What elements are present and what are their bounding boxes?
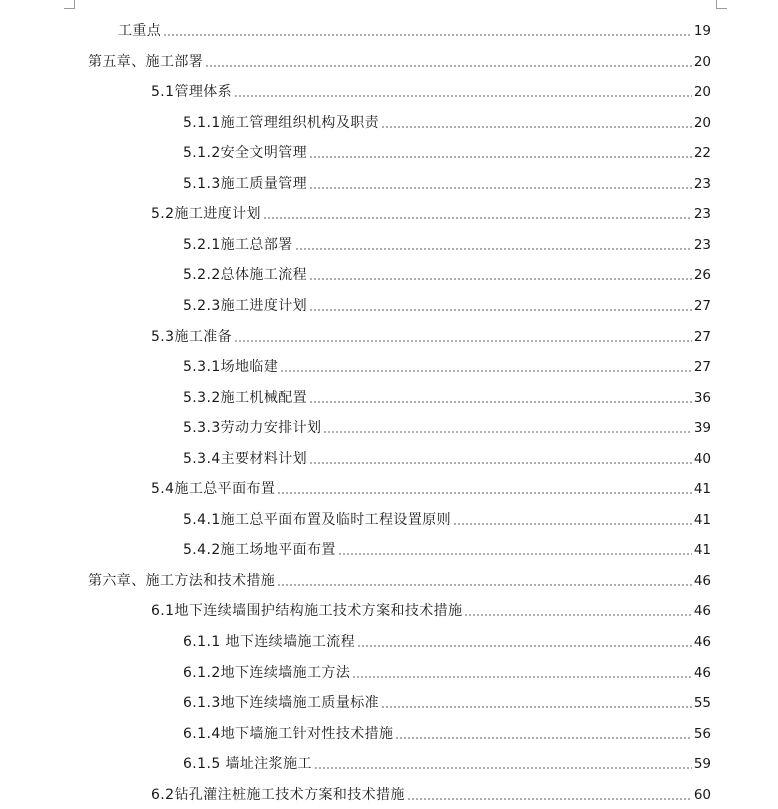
toc-entry[interactable] xyxy=(183,352,711,376)
dot-leader xyxy=(295,248,692,250)
toc-entry[interactable] xyxy=(118,16,711,40)
toc-entry[interactable] xyxy=(183,444,711,468)
toc-entry-page-number: 23 xyxy=(693,237,711,253)
toc-entry-title: 6.1.5 墙址注浆施工 xyxy=(183,756,312,772)
toc-entry-title: 6.1.3地下连续墙施工质量标准 xyxy=(183,695,380,711)
toc-entry-page-number: 41 xyxy=(693,512,711,528)
page-corner-mark-right xyxy=(716,0,727,9)
toc-entry-page-number: 55 xyxy=(693,695,711,711)
toc-entry-title: 5.4施工总平面布置 xyxy=(151,481,276,497)
toc-entry[interactable] xyxy=(151,474,711,498)
toc-entry-page-number: 26 xyxy=(693,267,711,283)
dot-leader xyxy=(357,645,692,647)
dot-leader xyxy=(407,798,692,800)
toc-entry[interactable] xyxy=(183,260,711,284)
dot-leader xyxy=(205,65,692,67)
dot-leader xyxy=(309,278,692,280)
toc-entry-title: 5.4.2施工场地平面布置 xyxy=(183,542,336,558)
toc-entry-title: 5.1.1施工管理组织机构及职责 xyxy=(183,115,380,131)
toc-entry-page-number: 59 xyxy=(693,756,711,772)
toc-entry-title: 5.3施工准备 xyxy=(151,329,233,345)
toc-entry-title: 5.2.2总体施工流程 xyxy=(183,267,308,283)
dot-leader xyxy=(323,431,691,433)
dot-leader xyxy=(309,462,692,464)
dot-leader xyxy=(395,737,691,739)
dot-leader xyxy=(338,553,692,555)
toc-entry-title: 第六章、施工方法和技术措施 xyxy=(88,573,276,589)
toc-entry[interactable] xyxy=(183,535,711,559)
toc-entry[interactable] xyxy=(183,230,711,254)
toc-entry[interactable] xyxy=(151,780,711,804)
toc-entry[interactable] xyxy=(151,596,711,620)
toc-entry-page-number: 46 xyxy=(693,573,711,589)
toc-entry-title: 5.2.3施工进度计划 xyxy=(183,298,308,314)
toc-entry-title: 5.3.3劳动力安排计划 xyxy=(183,420,322,436)
dot-leader xyxy=(464,614,691,616)
toc-entry-page-number: 41 xyxy=(693,481,711,497)
dot-leader xyxy=(352,676,692,678)
toc-entry[interactable] xyxy=(183,505,711,529)
toc-entry-page-number: 23 xyxy=(693,206,711,222)
dot-leader xyxy=(263,217,692,219)
toc-entry[interactable] xyxy=(183,688,711,712)
toc-entry-title: 6.1.4地下墙施工针对性技术措施 xyxy=(183,726,394,742)
toc-entry-title: 6.1.2地下连续墙施工方法 xyxy=(183,665,351,681)
toc-entry[interactable] xyxy=(183,169,711,193)
toc-entry-title: 5.3.4主要材料计划 xyxy=(183,451,308,467)
toc-entry-page-number: 46 xyxy=(693,603,711,619)
toc-entry-page-number: 36 xyxy=(693,390,711,406)
toc-entry[interactable] xyxy=(183,719,711,743)
toc-entry[interactable] xyxy=(151,199,711,223)
toc-entry[interactable] xyxy=(183,138,711,162)
toc-entry-page-number: 56 xyxy=(693,726,711,742)
toc-entry[interactable] xyxy=(151,77,711,101)
toc-entry-title: 5.1管理体系 xyxy=(151,84,233,100)
toc-entry-page-number: 46 xyxy=(693,665,711,681)
toc-entry-title: 工重点 xyxy=(118,23,162,39)
dot-leader xyxy=(453,523,692,525)
toc-entry-page-number: 20 xyxy=(693,84,711,100)
dot-leader xyxy=(277,584,692,586)
toc-entry[interactable] xyxy=(183,291,711,315)
toc-entry-title: 5.1.3施工质量管理 xyxy=(183,176,308,192)
toc-entry-page-number: 39 xyxy=(693,420,711,436)
toc-entry-title: 5.4.1施工总平面布置及临时工程设置原则 xyxy=(183,512,452,528)
toc-entry-page-number: 46 xyxy=(693,634,711,650)
dot-leader xyxy=(314,767,692,769)
toc-entry[interactable] xyxy=(183,658,711,682)
toc-entry-page-number: 60 xyxy=(693,787,711,803)
toc-entry-page-number: 40 xyxy=(693,451,711,467)
dot-leader xyxy=(280,370,692,372)
dot-leader xyxy=(309,401,692,403)
dot-leader xyxy=(381,706,692,708)
toc-entry[interactable] xyxy=(183,383,711,407)
page-corner-mark-left xyxy=(64,0,75,9)
toc-entry-title: 5.1.2安全文明管理 xyxy=(183,145,308,161)
dot-leader xyxy=(234,340,692,342)
dot-leader xyxy=(309,309,692,311)
toc-entry-title: 6.2钻孔灌注桩施工技术方案和技术措施 xyxy=(151,787,405,803)
toc-entry-title: 第五章、施工部署 xyxy=(88,54,204,70)
toc-entry-page-number: 27 xyxy=(693,359,711,375)
dot-leader xyxy=(163,34,692,36)
toc-entry[interactable] xyxy=(151,322,711,346)
toc-entry-title: 6.1地下连续墙围护结构施工技术方案和技术措施 xyxy=(151,603,463,619)
dot-leader xyxy=(309,187,692,189)
toc-entry-page-number: 27 xyxy=(693,298,711,314)
dot-leader xyxy=(277,492,692,494)
toc-entry[interactable] xyxy=(183,749,711,773)
toc-entry-page-number: 41 xyxy=(693,542,711,558)
toc-entry[interactable] xyxy=(183,413,711,437)
toc-entry-title: 5.2施工进度计划 xyxy=(151,206,261,222)
toc-entry-title: 5.3.2施工机械配置 xyxy=(183,390,308,406)
dot-leader xyxy=(309,156,692,158)
toc-entry-title: 5.2.1施工总部署 xyxy=(183,237,293,253)
toc-entry-title: 6.1.1 地下连续墙施工流程 xyxy=(183,634,356,650)
toc-entry-page-number: 19 xyxy=(693,23,711,39)
dot-leader xyxy=(381,126,692,128)
toc-entry-page-number: 23 xyxy=(693,176,711,192)
toc-entry-page-number: 20 xyxy=(693,115,711,131)
toc-entry-page-number: 27 xyxy=(693,329,711,345)
toc-entry[interactable] xyxy=(183,108,711,132)
toc-entry-page-number: 22 xyxy=(693,145,711,161)
toc-entry[interactable] xyxy=(88,566,711,590)
toc-entry-title: 5.3.1场地临建 xyxy=(183,359,279,375)
toc-entry-page-number: 20 xyxy=(693,54,711,70)
toc-entry[interactable] xyxy=(88,47,711,71)
toc-entry[interactable] xyxy=(183,627,711,651)
dot-leader xyxy=(234,95,692,97)
